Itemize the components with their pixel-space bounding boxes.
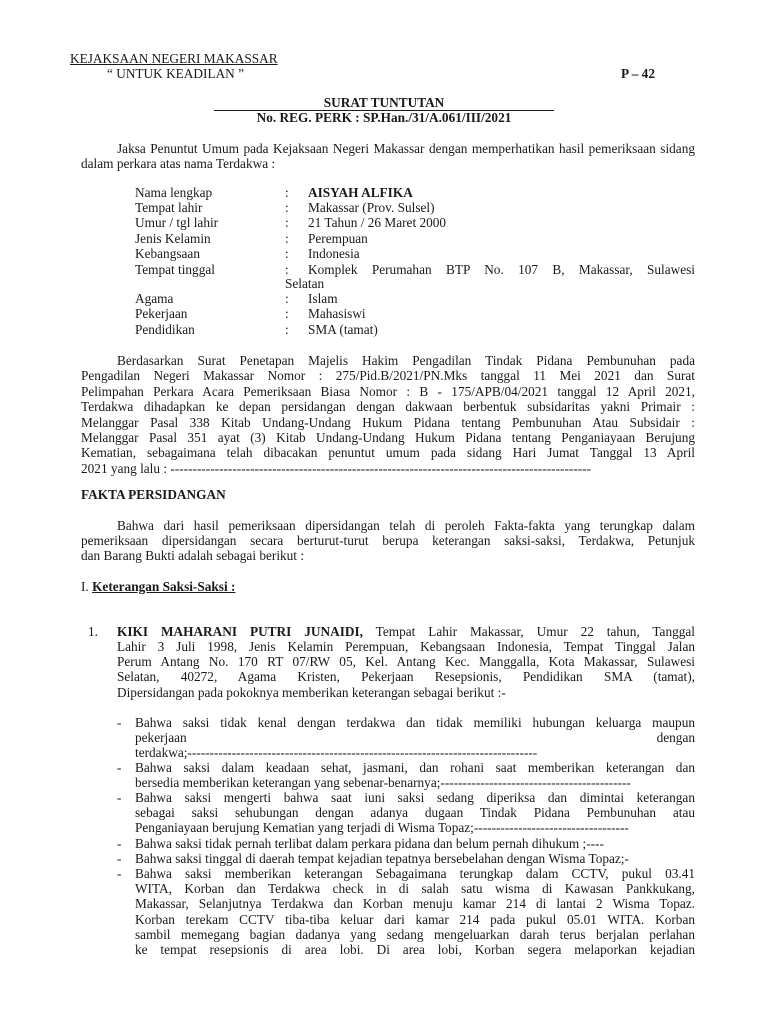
paragraph-line: Melanggar Pasal 338 Kitab Undang-Undang Hukum Pidana tentang Pembunuhan Atau Subsidair :	[81, 414, 695, 430]
bullet-line: bersedia memberikan keterangan yang sebenar-benarnya;-------------------------------------------	[135, 775, 631, 791]
paragraph-line: Kematian, sebagaimana telah dibacakan penuntut umum pada sidang Hari Jumat Tanggal 13 April	[81, 445, 695, 461]
identity-label: Pendidikan	[135, 322, 195, 337]
paragraph-line: Berdasarkan Surat Penetapan Majelis Hakim Pengadilan Tindak Pidana Pembunuhan pada	[117, 353, 695, 368]
identity-colon: :	[285, 262, 289, 277]
identity-row	[135, 231, 695, 246]
identity-label: Kebangsaan	[135, 246, 200, 261]
charges-paragraph	[81, 353, 695, 476]
identity-row	[135, 322, 695, 337]
identity-row	[135, 262, 695, 277]
identity-value: Islam	[308, 291, 338, 306]
identity-row	[135, 306, 695, 321]
identity-value: Komplek Perumahan BTP No. 107 B, Makassar, Sulawesi	[308, 262, 695, 277]
bullet-text	[135, 851, 695, 866]
identity-label: Pekerjaan	[135, 306, 188, 321]
intro-paragraph: Jaksa Penuntut Umum pada Kejaksaan Negeri Makassar dengan memperhatikan hasil pemeriksaan sidang dalam perkara atas nama Terdakwa :	[81, 141, 695, 172]
bullet-line: Bahwa saksi dalam keadaan sehat, jasmani, dan rohani saat memberikan keterangan dan	[135, 760, 695, 775]
paragraph-line: pemeriksaan dipersidangan secara berturut-turut berupa keterangan saksi-saksi, Terdakwa, Petunjuk	[81, 533, 695, 549]
identity-value: SMA (tamat)	[308, 322, 378, 337]
identity-row	[135, 200, 695, 215]
identity-label: Umur / tgl lahir	[135, 215, 219, 230]
section-heading	[81, 579, 235, 594]
bullet-line: Makassar, Selanjutnya Terdakwa dan Korban menuju kamar 214 di lantai 2 Wisma Topaz.	[135, 896, 695, 912]
bullet-dash: -	[117, 715, 122, 730]
witness-first-line	[117, 624, 695, 639]
identity-label: Tempat lahir	[135, 200, 203, 215]
identity-row	[135, 291, 695, 306]
bullet-dash: -	[117, 760, 122, 775]
bullet-line: Bahwa saksi memberikan keterangan Sebagaimana terungkap dalam CCTV, pukul 03.41	[135, 866, 695, 881]
bullet-text	[135, 866, 695, 957]
bullet-line: sebagai saksi sehubungan dengan adanya dugaan Tindak Pidana Pembunuhan atau	[135, 805, 695, 821]
identity-colon: :	[285, 185, 289, 200]
document-title: SURAT TUNTUTAN	[214, 96, 554, 111]
identity-label: Agama	[135, 291, 174, 306]
bullet-line: Korban terekam CCTV tiba-tiba keluar dari kamar 214 pada pukul 05.01 WITA. Korban	[135, 911, 695, 927]
identity-colon: :	[285, 322, 289, 337]
bullet-line: terdakwa;-------------------------------------------------------------------------------	[135, 745, 538, 761]
org-motto: “ UNTUK KEADILAN ”	[107, 66, 244, 81]
witness-name: KIKI MAHARANI PUTRI JUNAIDI,	[117, 624, 363, 639]
bullet-text	[135, 836, 695, 851]
identity-row	[135, 246, 695, 261]
paragraph-line: Terdakwa dihadapkan ke depan persidangan dengan dakwaan berbentuk subsidaritas yakni Primair :	[81, 399, 695, 415]
identity-row	[135, 215, 695, 230]
witness-line: Lahir 3 Juli 1998, Jenis Kelamin Perempuan, Kebangsaan Indonesia, Tempat Tinggal Jalan	[117, 639, 695, 654]
witness-details	[117, 639, 695, 700]
witness-number: 1.	[88, 624, 98, 639]
identity-label: Nama lengkap	[135, 185, 213, 200]
org-name: KEJAKSAAN NEGERI MAKASSAR	[70, 51, 278, 66]
identity-colon: :	[285, 306, 289, 321]
registration-number: No. REG. PERK : SP.Han./31/A.061/III/2021	[256, 110, 512, 125]
bullet-dash: -	[117, 790, 122, 805]
form-code: P – 42	[621, 66, 655, 81]
paragraph-line: Pengadilan Negeri Makassar Nomor : 275/Pid.B/2021/PN.Mks tanggal 11 Mei 2021 dan Surat	[81, 368, 695, 384]
bullet-line: Penganiayaan berujung Kematian yang terjadi di Wisma Topaz;-----------------------------------	[135, 820, 629, 836]
witness-line: Selatan, 40272, Agama Kristen, Pekerjaan Resepsionis, Pendidikan SMA (tamat),	[117, 669, 695, 685]
identity-colon: :	[285, 200, 289, 215]
identity-colon: :	[285, 215, 289, 230]
identity-value: Makassar (Prov. Sulsel)	[308, 200, 435, 215]
bullet-line: Bahwa saksi tidak kenal dengan terdakwa dan tidak memiliki hubungan keluarga maupun	[135, 715, 695, 730]
bullet-dash: -	[117, 836, 122, 851]
identity-value: Indonesia	[308, 246, 360, 261]
identity-value: 21 Tahun / 26 Maret 2000	[308, 215, 447, 230]
section-number: I.	[81, 579, 89, 594]
bullet-text	[135, 715, 695, 761]
paragraph-line: Melanggar Pasal 351 ayat (3) Kitab Undang-Undang Hukum Pidana tentang Penganiayaan Berujung	[81, 430, 695, 446]
bullet-dash: -	[117, 866, 122, 881]
bullet-line: Bahwa saksi tidak pernah terlibat dalam perkara pidana dan belum pernah dihukum ;----	[135, 836, 604, 851]
bullet-text	[135, 790, 695, 836]
bullet-line: ke tempat resepsionis di area lobi. Di area lobi, Korban segera melaporkan kejadian	[135, 942, 695, 958]
fakta-paragraph	[81, 518, 695, 564]
bullet-line: WITA, Korban dan Terdakwa check in di salah satu wisma di Kawasan Pankkukang,	[135, 881, 695, 897]
identity-colon: :	[285, 231, 289, 246]
identity-colon: :	[285, 246, 289, 261]
bullet-line: pekerjaan dengan	[135, 730, 695, 746]
bullet-line: sambil memegang bagian dadanya yang sedang mengeluarkan darah terus berjalan perlahan	[135, 926, 695, 942]
identity-label: Jenis Kelamin	[135, 231, 211, 246]
identity-label: Tempat tinggal	[135, 262, 215, 277]
identity-value-continuation: Selatan	[285, 276, 325, 291]
bullet-text	[135, 760, 695, 790]
witness-line: Dipersidangan pada pokoknya memberikan keterangan sebagai berikut :-	[117, 684, 506, 700]
section-title: Keterangan Saksi-Saksi :	[92, 579, 236, 594]
identity-colon: :	[285, 291, 289, 306]
fakta-heading: FAKTA PERSIDANGAN	[81, 487, 226, 502]
bullet-line: Bahwa saksi tinggal di daerah tempat kejadian tepatnya bersebelahan dengan Wisma Topaz;-	[135, 851, 629, 866]
identity-value: Perempuan	[308, 231, 368, 246]
paragraph-line: Pelimpahan Perkara Acara Pemeriksaan Biasa Nomor : B - 175/APB/04/2021 tanggal 12 April 2021,	[81, 383, 695, 399]
paragraph-line: dan Barang Bukti adalah sebagai berikut :	[81, 548, 305, 564]
bullet-line: Bahwa saksi mengerti bahwa saat iuni saksi sedang diperiksa dan dimintai keterangan	[135, 790, 695, 805]
defendant-name: AISYAH ALFIKA	[308, 185, 413, 200]
witness-first-line-text: Tempat Lahir Makassar, Umur 22 tahun, Tanggal	[375, 624, 695, 639]
witness-line: Perum Antang No. 170 RT 07/RW 05, Kel. Antang Kec. Manggalla, Kota Makassar, Sulawesi	[117, 654, 695, 670]
paragraph-line: Bahwa dari hasil pemeriksaan dipersidangan telah di peroleh Fakta-fakta yang terungkap dalam	[117, 518, 695, 533]
paragraph-line: 2021 yang lalu : -----------------------------------------------------------------------------------------------	[81, 460, 592, 476]
identity-row	[135, 185, 695, 200]
bullet-dash: -	[117, 851, 122, 866]
identity-value: Mahasiswi	[308, 306, 366, 321]
